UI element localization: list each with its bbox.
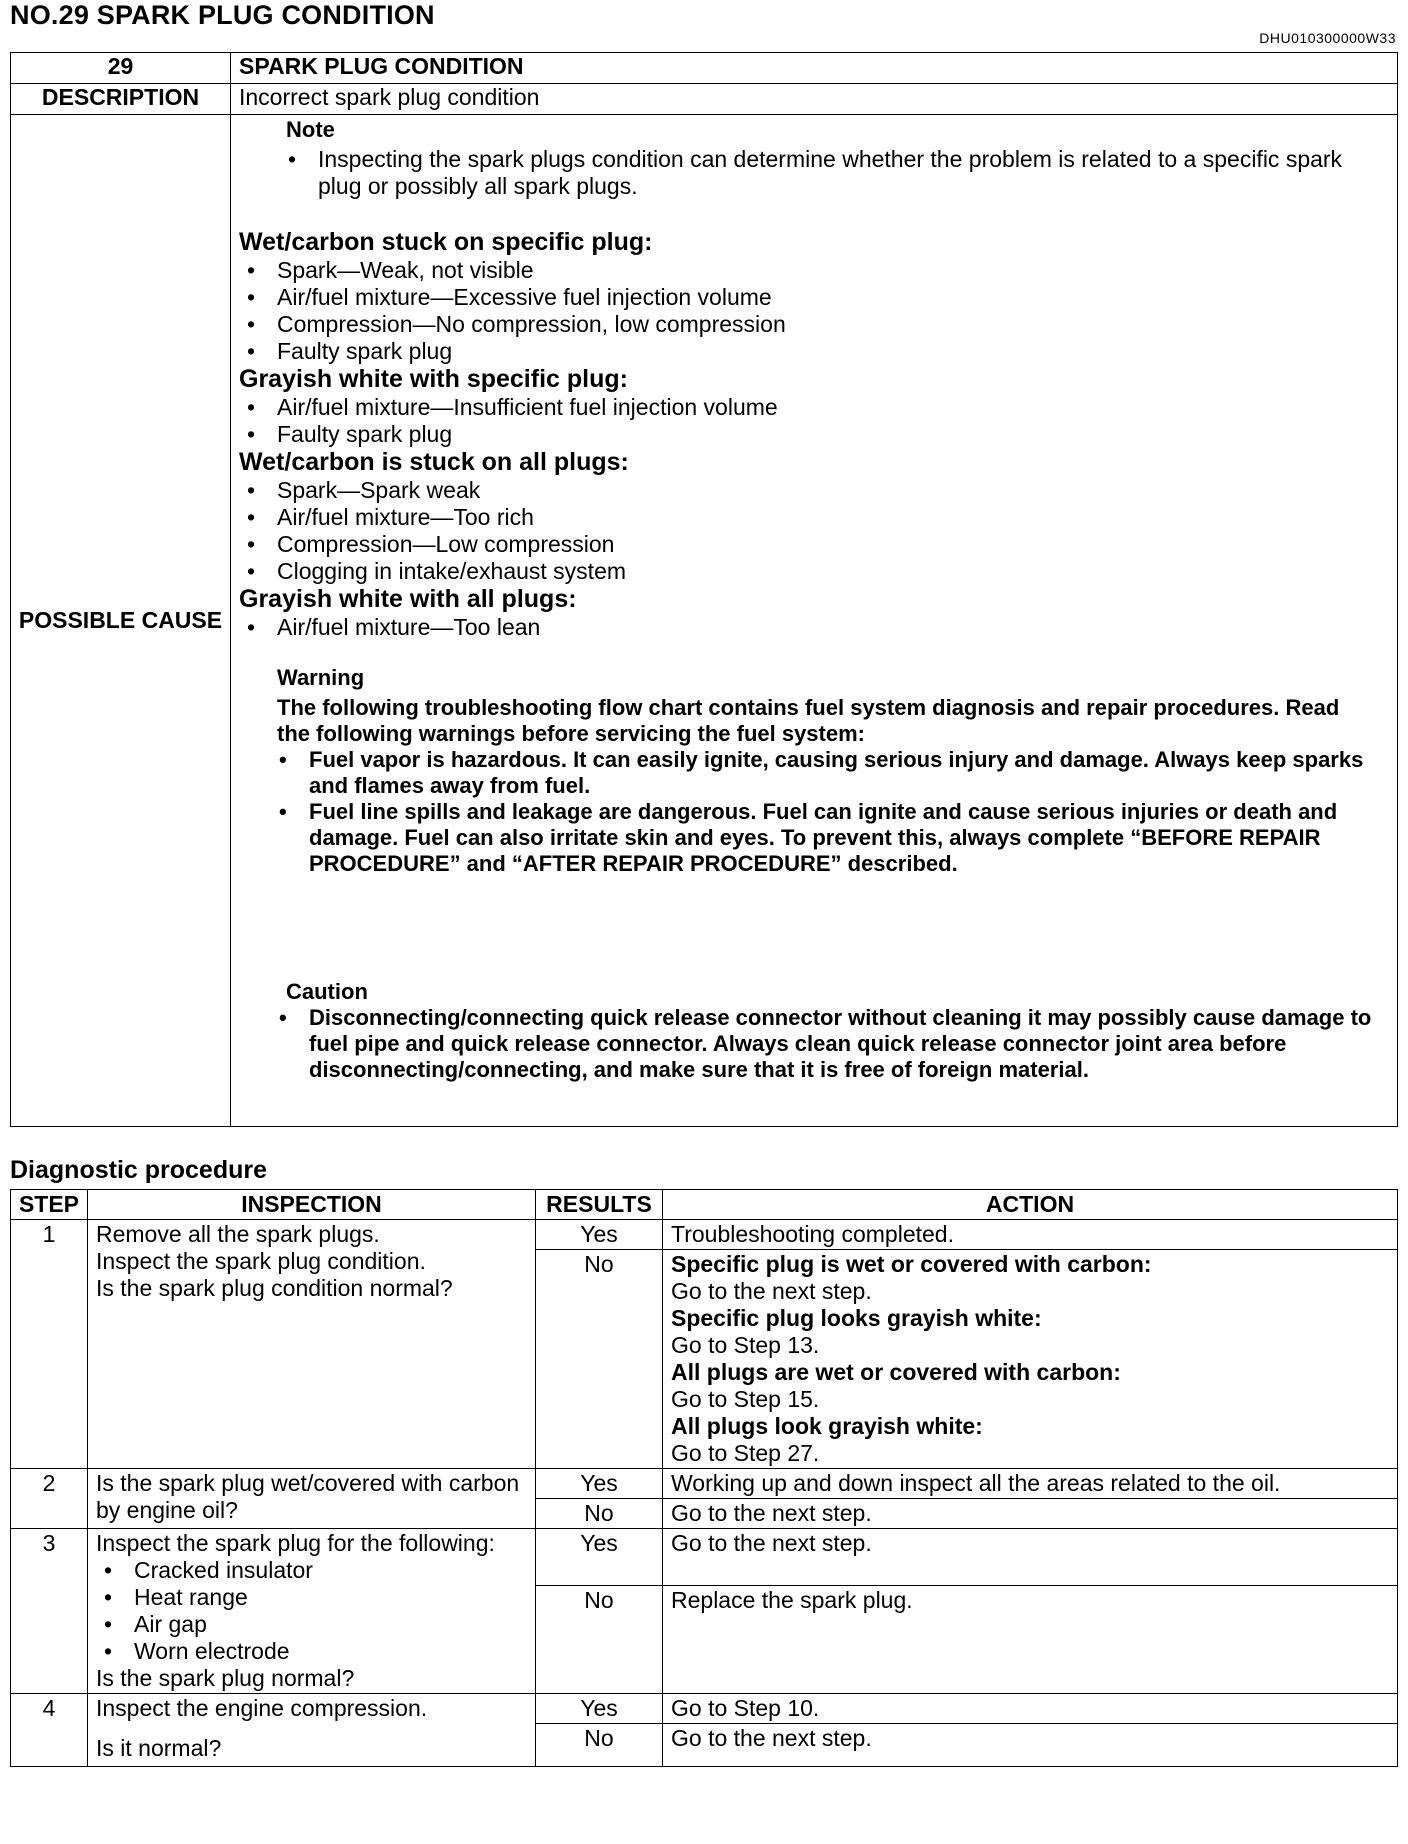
action-condition: All plugs are wet or covered with carbon: [671,1359,1121,1385]
result-yes: Yes [536,1529,663,1586]
page-title: NO.29 SPARK PLUG CONDITION [10,0,435,30]
inspection-text: Inspect the spark plug for the following: [96,1530,495,1556]
inspection-cell [88,1529,536,1694]
inspection-question: Is it normal? [96,1735,222,1761]
caution-list [239,1005,1389,1083]
summary-row-cause [11,115,1398,1127]
diagnostic-header-row [11,1190,1398,1220]
result-yes: Yes [536,1469,663,1499]
action-no: Replace the spark plug. [663,1586,1398,1694]
action-no: Go to the next step. [663,1724,1398,1767]
cause-item: • Faulty spark plug [277,338,1389,365]
table-row [11,1529,1398,1586]
warning-item: • Fuel vapor is hazardous. It can easily ignite, causing serious injury and damage. Always keep sparks and flames away from fuel. [309,747,1379,799]
inspection-item: • Air gap [134,1611,527,1638]
step-number: 4 [11,1694,88,1767]
cause-item: • Air/fuel mixture—Too rich [277,504,1389,531]
cause-group-list [239,614,1389,641]
warning-item: • Fuel line spills and leakage are dangerous. Fuel can ignite and cause serious injuries or death and damage. Fuel can also irritate skin and eyes. To prevent this, always complete “BEFORE REPAIR PROCEDURE” and “AFTER REPAIR PROCEDURE” described. [309,799,1379,877]
description-value: Incorrect spark plug condition [231,84,1398,115]
warning-intro: The following troubleshooting flow chart contains fuel system diagnosis and repair procedures. Read the following warnings before servicing the fuel system: [277,695,1340,746]
warning-title: Warning [277,665,365,690]
inspection-item: • Heat range [134,1584,527,1611]
cause-group-heading: Wet/carbon stuck on specific plug: [239,228,653,256]
action-text: Go to Step 13. [671,1332,820,1358]
possible-cause-label: POSSIBLE CAUSE [11,115,231,1127]
action-text: Go to Step 15. [671,1386,820,1412]
summary-table [10,52,1398,1127]
column-header-action: ACTION [663,1190,1398,1220]
caution-item: • Disconnecting/connecting quick release connector without cleaning it may possibly cause damage to fuel pipe and quick release connector. Always clean quick release connector joint area before disconnecting/connecting, and make sure that it is free of foreign material. [309,1005,1389,1083]
result-no: No [536,1499,663,1529]
inspection-text: Inspect the engine compression. [96,1695,428,1721]
cause-group-heading: Grayish white with all plugs: [239,585,577,613]
cause-group-list [239,257,1389,365]
cause-item: • Compression—Low compression [277,531,1389,558]
action-condition: Specific plug looks grayish white: [671,1305,1042,1331]
result-yes: Yes [536,1220,663,1250]
cause-item: • Faulty spark plug [277,421,1389,448]
inspection-cell [88,1694,536,1767]
summary-row-title [11,53,1398,84]
action-condition: All plugs look grayish white: [671,1413,983,1439]
step-number: 1 [11,1220,88,1469]
table-row [11,1694,1398,1724]
action-text: Go to Step 27. [671,1440,820,1466]
action-yes: Go to Step 10. [663,1694,1398,1724]
inspection-item: • Worn electrode [134,1638,527,1665]
step-number: 3 [11,1529,88,1694]
inspection-text: Remove all the spark plugs. [96,1221,380,1247]
cause-group-list [239,394,1389,448]
summary-row-description [11,84,1398,115]
inspection-question: Is the spark plug normal? [96,1665,355,1691]
action-yes: Troubleshooting completed. [663,1220,1398,1250]
inspection-cell [88,1220,536,1469]
action-no: Go to the next step. [663,1499,1398,1529]
result-no: No [536,1250,663,1469]
column-header-inspection: INSPECTION [88,1190,536,1220]
inspection-text: Is the spark plug condition normal? [96,1275,453,1301]
result-no: No [536,1724,663,1767]
table-row [11,1469,1398,1499]
table-row [11,1220,1398,1250]
action-text: Go to the next step. [671,1278,872,1304]
inspection-list [96,1557,527,1665]
caution-title: Caution [286,979,368,1004]
column-header-step: STEP [11,1190,88,1220]
action-no [663,1250,1398,1469]
result-yes: Yes [536,1694,663,1724]
document-id: DHU010300000W33 [1259,30,1396,46]
cause-item: • Air/fuel mixture—Excessive fuel injection volume [277,284,1389,311]
trouble-number: 29 [11,53,231,84]
trouble-name: SPARK PLUG CONDITION [231,53,1398,84]
note-text: • Inspecting the spark plugs condition can determine whether the problem is related to a specific spark plug or possibly all spark plugs. [286,146,1369,200]
cause-item: • Clogging in intake/exhaust system [277,558,1389,585]
cause-item: • Air/fuel mixture—Insufficient fuel injection volume [277,394,1389,421]
result-no: No [536,1586,663,1694]
cause-group-heading: Grayish white with specific plug: [239,365,628,393]
cause-item: • Spark—Spark weak [277,477,1389,504]
column-header-results: RESULTS [536,1190,663,1220]
cause-item: • Air/fuel mixture—Too lean [277,614,1389,641]
cause-item: • Spark—Weak, not visible [277,257,1389,284]
inspection-item: • Cracked insulator [134,1557,527,1584]
diagnostic-procedure-title: Diagnostic procedure [10,1156,267,1184]
cause-group-heading: Wet/carbon is stuck on all plugs: [239,448,629,476]
warning-list [239,747,1389,877]
inspection-text: Is the spark plug wet/covered with carbon by engine oil? [88,1469,536,1529]
note-title: Note [286,117,335,142]
step-number: 2 [11,1469,88,1529]
description-label: DESCRIPTION [11,84,231,115]
action-yes: Working up and down inspect all the areas related to the oil. [663,1469,1398,1499]
inspection-text: Inspect the spark plug condition. [96,1248,426,1274]
action-condition: Specific plug is wet or covered with carbon: [671,1251,1152,1277]
possible-cause-content [231,115,1398,1127]
cause-group-list [239,477,1389,585]
diagnostic-table [10,1189,1398,1767]
cause-item: • Compression—No compression, low compression [277,311,1389,338]
action-yes: Go to the next step. [663,1529,1398,1586]
